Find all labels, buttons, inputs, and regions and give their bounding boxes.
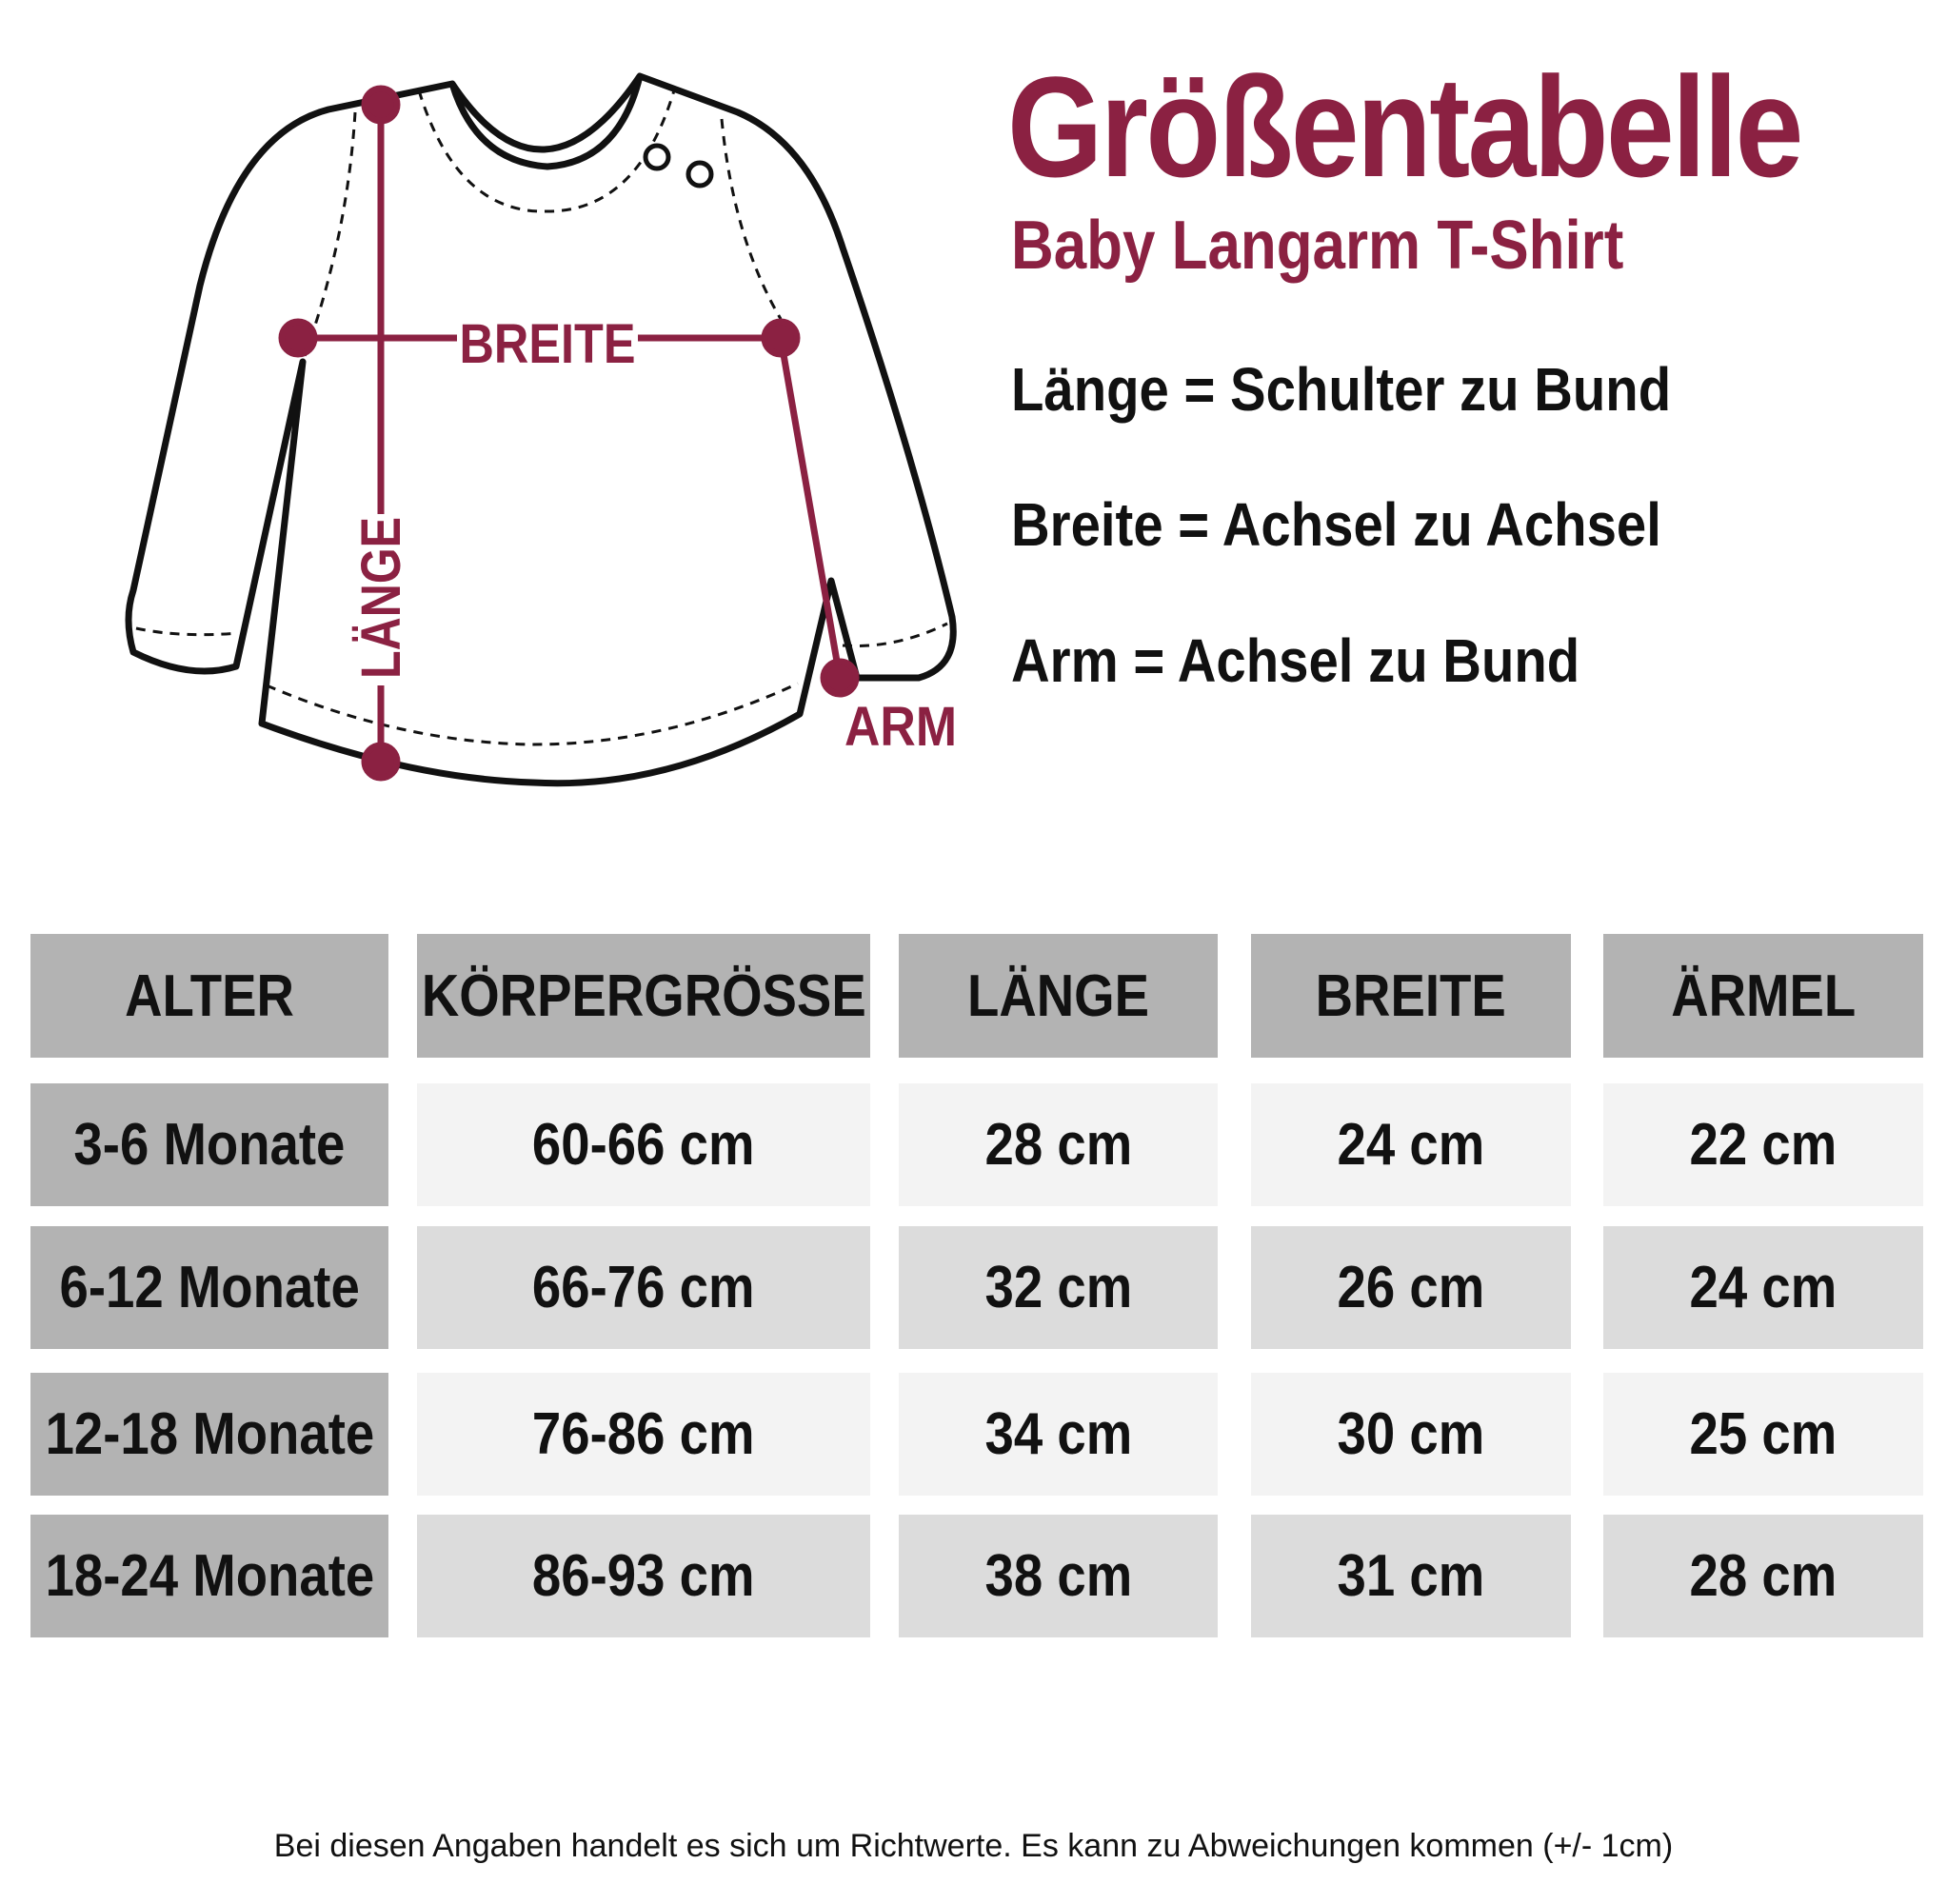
footnote: Bei diesen Angaben handelt es sich um Richtwerte. Es kann zu Abweichungen kommen (+/- 1cm) — [273, 1828, 1674, 1864]
definition-arm: Arm = Achsel zu Bund — [1011, 626, 1580, 695]
table-cell: 24 cm — [1603, 1226, 1923, 1349]
breite-label: BREITE — [459, 313, 636, 375]
measure-point — [365, 89, 397, 121]
page-subtitle: Baby Langarm T-Shirt — [1011, 208, 1624, 284]
table-cell: 26 cm — [1251, 1226, 1571, 1349]
column-header-alter: ALTER — [30, 934, 388, 1058]
table-cell: 32 cm — [899, 1226, 1218, 1349]
column-header-breite: BREITE — [1251, 934, 1571, 1058]
definition-breite: Breite = Achsel zu Achsel — [1011, 490, 1661, 559]
table-cell: 38 cm — [899, 1515, 1218, 1637]
snap-button-icon — [646, 146, 668, 169]
table-cell: 66-76 cm — [417, 1226, 870, 1349]
table-cell: 24 cm — [1251, 1083, 1571, 1206]
page-title: Größentabelle — [1007, 47, 1801, 207]
measure-point — [282, 322, 314, 354]
definition-laenge: Länge = Schulter zu Bund — [1011, 355, 1672, 424]
table-cell-age: 12-18 Monate — [30, 1373, 388, 1496]
column-header-aermel: ÄRMEL — [1603, 934, 1923, 1058]
table-cell: 86-93 cm — [417, 1515, 870, 1637]
measure-point — [824, 662, 856, 694]
table-cell: 60-66 cm — [417, 1083, 870, 1206]
laenge-label: LÄNGE — [350, 486, 412, 679]
table-cell: 76-86 cm — [417, 1373, 870, 1496]
table-cell: 34 cm — [899, 1373, 1218, 1496]
table-cell-age: 18-24 Monate — [30, 1515, 388, 1637]
table-cell-age: 3-6 Monate — [30, 1083, 388, 1206]
shirt-measurement-diagram — [0, 0, 981, 800]
table-cell: 25 cm — [1603, 1373, 1923, 1496]
table-cell: 28 cm — [899, 1083, 1218, 1206]
snap-button-icon — [688, 163, 711, 186]
table-cell: 31 cm — [1251, 1515, 1571, 1637]
table-cell: 28 cm — [1603, 1515, 1923, 1637]
measure-point — [765, 322, 797, 354]
column-header-koerpergroesse: KÖRPERGRÖSSE — [417, 934, 870, 1058]
column-header-laenge: LÄNGE — [899, 934, 1218, 1058]
arm-label: ARM — [844, 696, 957, 758]
measure-point — [365, 745, 397, 778]
table-cell: 22 cm — [1603, 1083, 1923, 1206]
table-cell-age: 6-12 Monate — [30, 1226, 388, 1349]
table-cell: 30 cm — [1251, 1373, 1571, 1496]
